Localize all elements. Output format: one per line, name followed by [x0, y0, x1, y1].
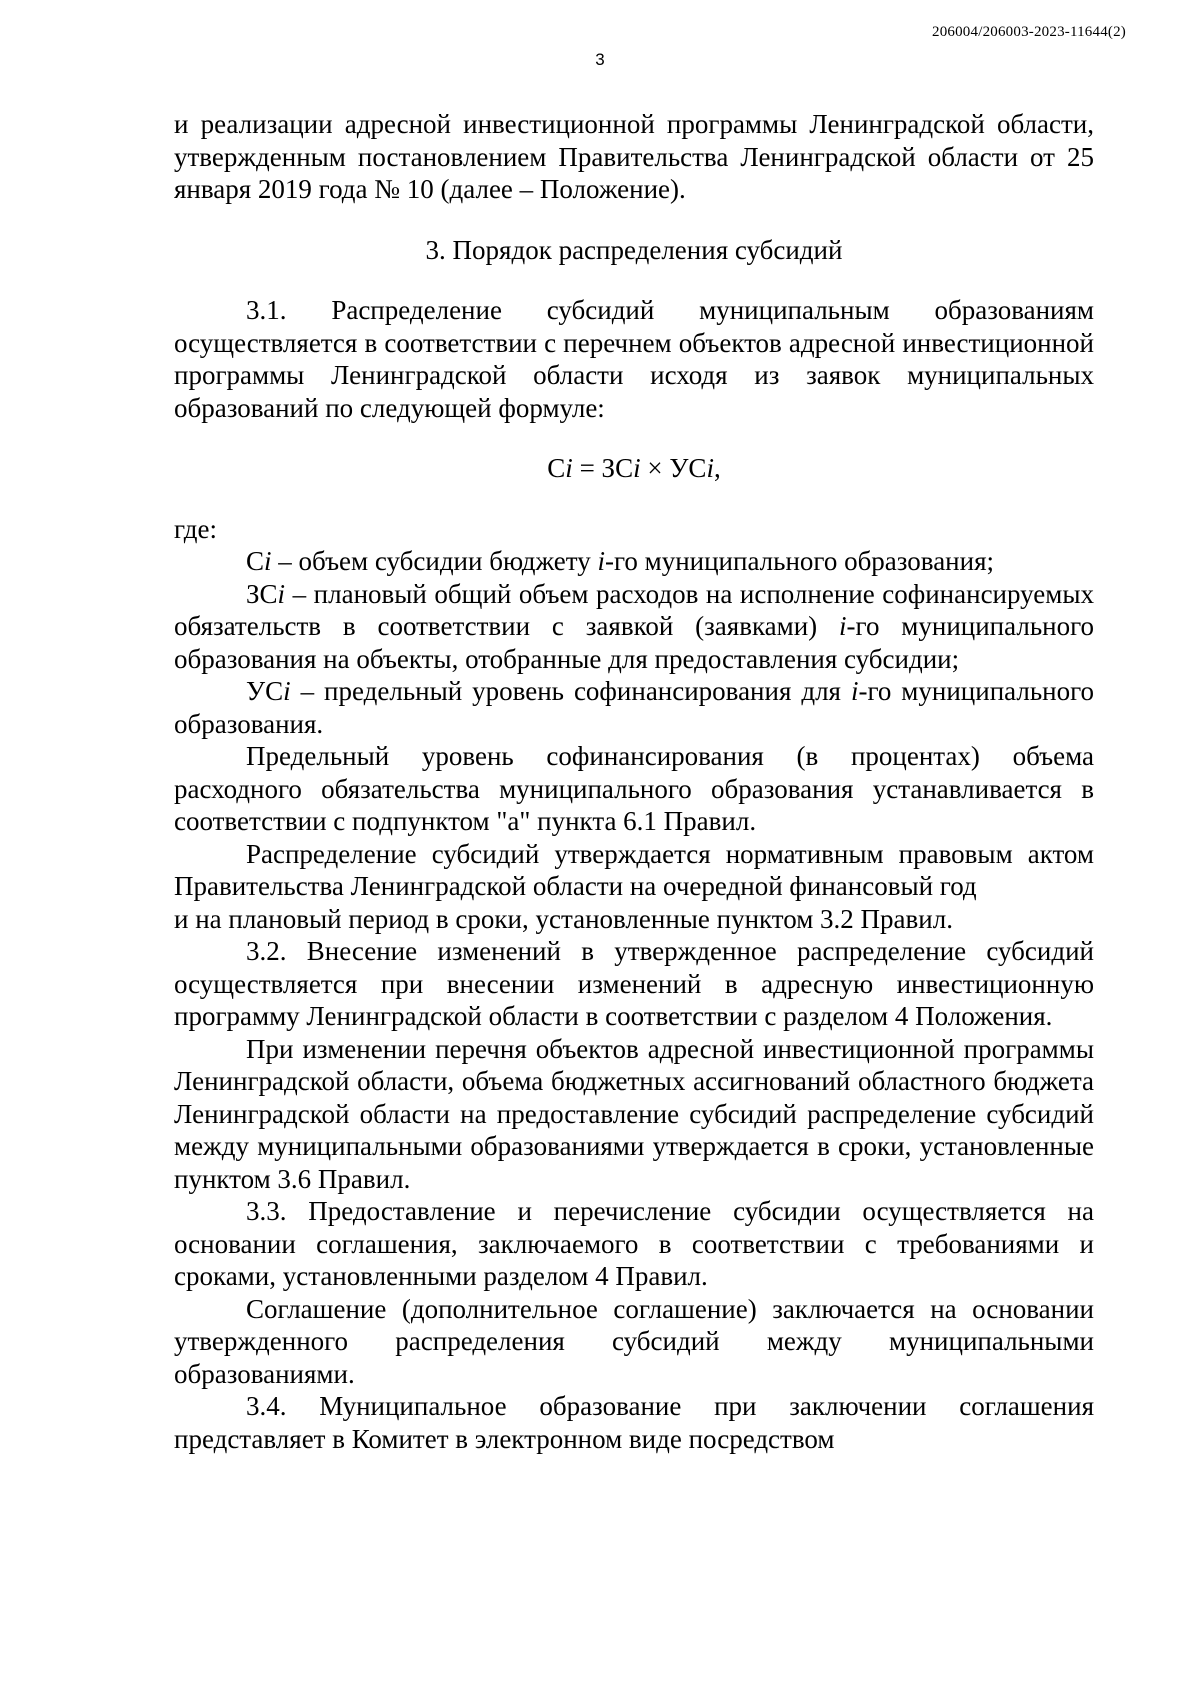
definition-zci: ЗСi – плановый общий объем расходов на исполнение софинансируемых обязательств в соответствии с заявкой (заявками) i-го муниципального образования на объекты, отобранные для предоставления субсидии;	[174, 578, 1094, 674]
paragraph-limit: Предельный уровень софинансирования (в процентах) объема расходного обязательства муниципального образования устанавливается в соответствии с подпунктом "а" пункта 6.1 Правил.	[174, 741, 1094, 836]
paragraph-agreement: Соглашение (дополнительное соглашение) заключается на основании утвержденного распределения субсидий между муниципальными образованиями.	[174, 1293, 1094, 1389]
where-label: где:	[174, 513, 217, 544]
definition-ci: Сi – объем субсидии бюджету i-го муниципального образования;	[246, 546, 994, 576]
paragraph-intro: и реализации адресной инвестиционной программы Ленинградской области, утвержденным постановлением Правительства Ленинградской области от 25 января 2019 года № 10 (далее – Положение).	[174, 109, 1094, 204]
paragraph-distribution-continued: и на плановый период в сроки, установленные пунктом 3.2 Правил.	[174, 903, 953, 934]
section-title: 3. Порядок распределения субсидий	[425, 234, 843, 265]
paragraph-change: При изменении перечня объектов адресной инвестиционной программы Ленинградской области, объема бюджетных ассигнований областного бюджета Ленинградской области на предоставление субсидий распределение субсидий между муниципальными образованиями утверждается в сроки, установленные пунктом 3.6 Правил.	[174, 1033, 1094, 1194]
page-number: 3	[595, 50, 605, 69]
definition-uci: УСi – предельный уровень софинансирования для i-го муниципального образования.	[174, 676, 1094, 739]
paragraph-3-1: 3.1. Распределение субсидий муниципальным образованиям осуществляется в соответствии с перечнем объектов адресной инвестиционной программы Ленинградской области исходя из заявок муниципальных образований по следующей формуле:	[174, 295, 1094, 423]
paragraph-distribution: Распределение субсидий утверждается нормативным правовым актом Правительства Ленинградской области на очередной финансовый год	[174, 838, 1094, 901]
paragraph-3-3: 3.3. Предоставление и перечисление субсидии осуществляется на основании соглашения, заключаемого в соответствии с требованиями и сроками, установленными разделом 4 Правил.	[174, 1196, 1094, 1291]
document-body	[174, 108, 1094, 1455]
paragraph-3-4: 3.4. Муниципальное образование при заключении соглашения представляет в Комитет в электронном виде посредством	[174, 1391, 1094, 1454]
paragraph-3-2: 3.2. Внесение изменений в утвержденное распределение субсидий осуществляется при внесении изменений в адресную инвестиционную программу Ленинградской области в соответствии с разделом 4 Положения.	[174, 936, 1094, 1031]
formula: Сi = ЗСi × УСi,	[547, 453, 721, 483]
document-id: 206004/206003-2023-11644(2)	[932, 24, 1126, 40]
